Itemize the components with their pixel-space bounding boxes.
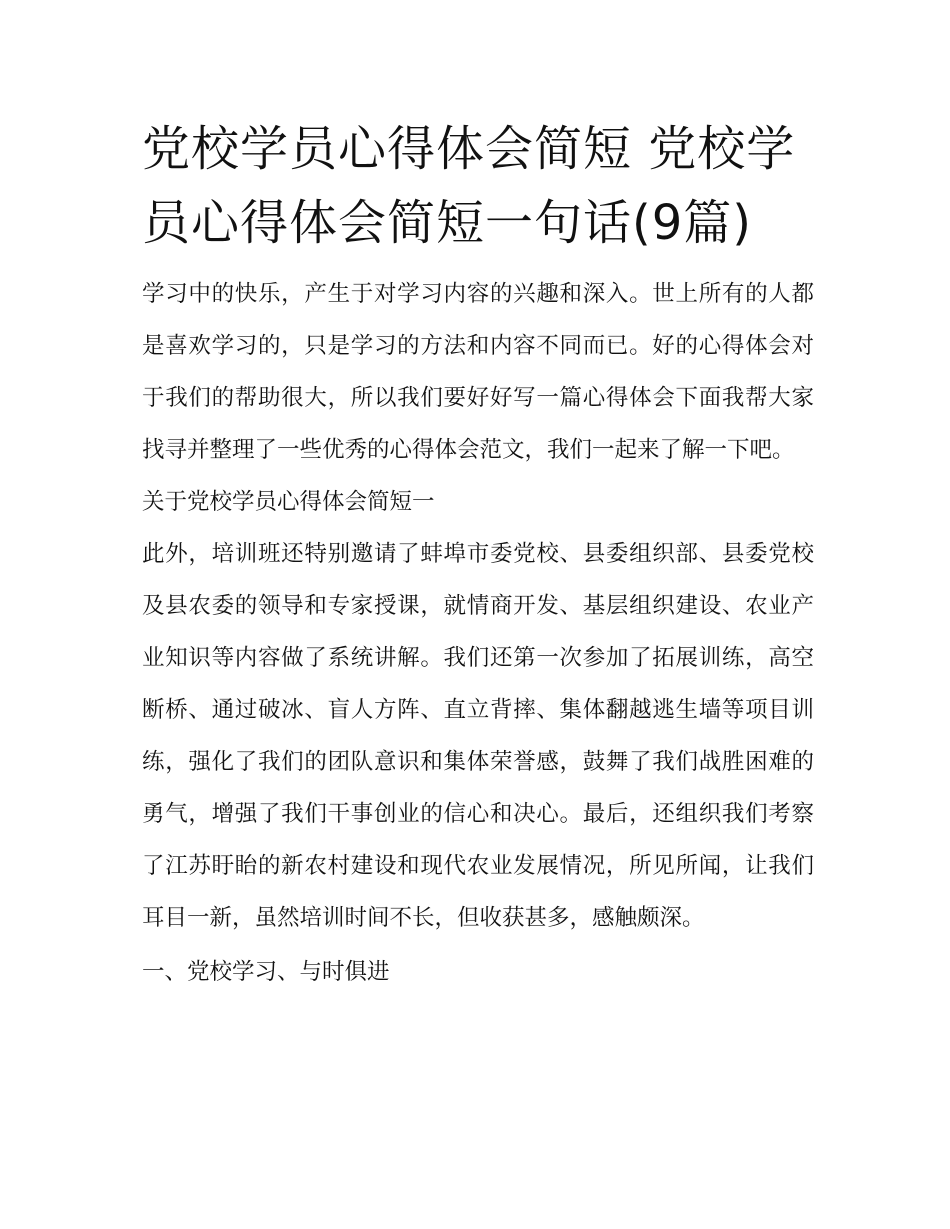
document-page bbox=[142, 112, 814, 998]
subheading: 一、党校学习、与时俱进 bbox=[142, 959, 390, 985]
document-body bbox=[142, 268, 814, 998]
intro-paragraph: 学习中的快乐，产生于对学习内容的兴趣和深入。世上所有的人都是喜欢学习的，只是学习的方法和内容不同而已。好的心得体会对于我们的帮助很大，所以我们要好好写一篇心得体会下面我帮大家找寻并整理了一些优秀的心得体会范文，我们一起来了解一下吧。 bbox=[142, 281, 814, 463]
section-heading: 关于党校学员心得体会简短一 bbox=[142, 489, 435, 515]
section-paragraph: 此外，培训班还特别邀请了蚌埠市委党校、县委组织部、县委党校及县农委的领导和专家授课，就情商开发、基层组织建设、农业产业知识等内容做了系统讲解。我们还第一次参加了拓展训练，高空断桥、通过破冰、盲人方阵、直立背摔、集体翻越逃生墙等项目训练，强化了我们的团队意识和集体荣誉感，鼓舞了我们战胜困难的勇气，增强了我们干事创业的信心和决心。最后，还组织我们考察了江苏盱眙的新农村建设和现代农业发展情况，所见所闻，让我们耳目一新，虽然培训时间不长，但收获甚多，感触颇深。 bbox=[142, 541, 814, 931]
document-title: 党校学员心得体会简短 党校学员心得体会简短一句话(9篇) bbox=[142, 121, 796, 251]
